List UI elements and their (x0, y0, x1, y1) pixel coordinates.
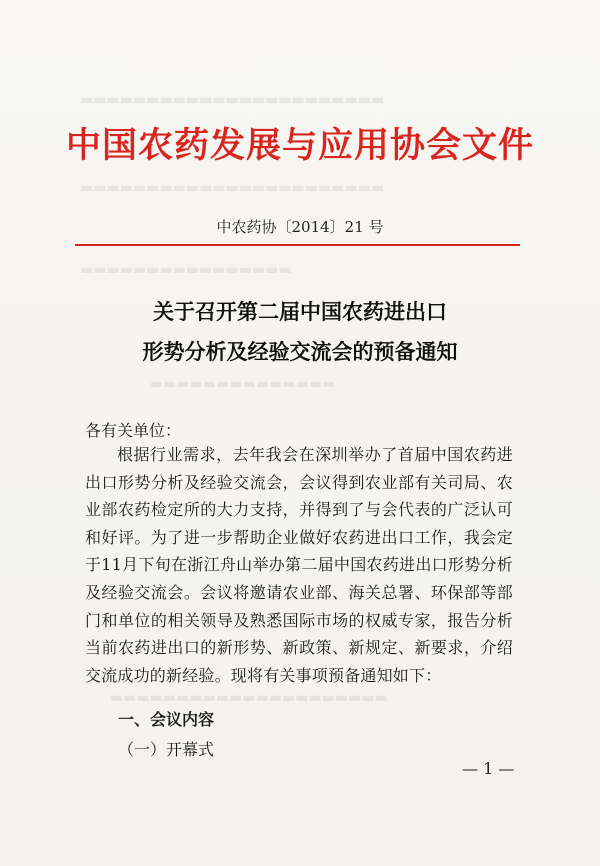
bleed-through-text: ▬▬▬▬▬▬▬▬▬▬▬▬▬▬ (150, 376, 336, 392)
notice-title-line-1: 关于召开第二届中国农药进出口 (153, 300, 447, 324)
page-number: — 1 — (462, 759, 515, 778)
red-divider-line (75, 244, 520, 246)
issuing-organization-title: 中国农药发展与应用协会文件 (65, 126, 534, 166)
notice-title-line-2: 形势分析及经验交流会的预备通知 (142, 340, 458, 364)
section-heading: 一、会议内容 (118, 710, 215, 729)
bleed-through-text: ▬▬▬▬▬▬▬▬▬▬▬▬▬▬▬▬ (80, 262, 292, 278)
document-number: 中农药协〔2014〕21 号 (216, 218, 384, 236)
notice-body-paragraph: 根据行业需求，去年我会在深圳举办了首届中国农药进出口形势分析及经验交流会，会议得到农业部有关司局、农业部农药检定所的大力支持，并得到了与会代表的广泛认可和好评。为了进一步帮助企业做好农药进出口工作，我会定于11月下旬在浙江舟山举办第二届中国农药进出口形势分析及经验交流会。会议将邀请农业部、海关总署、环保部等部门和单位的相关领导及熟悉国际市场的权威专家，报告分析当前农药进出口的新形势、新政策、新规定、新要求，介绍交流成功的新经验。现将有关事项预备通知如下： (85, 445, 513, 685)
subsection-heading: （一）开幕式 (118, 740, 215, 759)
bleed-through-text: ▬▬▬▬▬▬▬▬▬▬▬▬▬▬▬▬▬▬▬▬▬▬▬ (80, 92, 385, 108)
salutation: 各有关单位： (85, 421, 182, 440)
bleed-through-text: ▬▬▬▬▬▬▬▬▬▬▬▬▬▬▬▬▬▬▬▬▬▬▬ (80, 180, 385, 196)
bleed-through-text: ▬▬▬▬▬▬▬▬▬▬▬▬▬▬▬▬▬▬▬▬▬ (110, 690, 388, 706)
